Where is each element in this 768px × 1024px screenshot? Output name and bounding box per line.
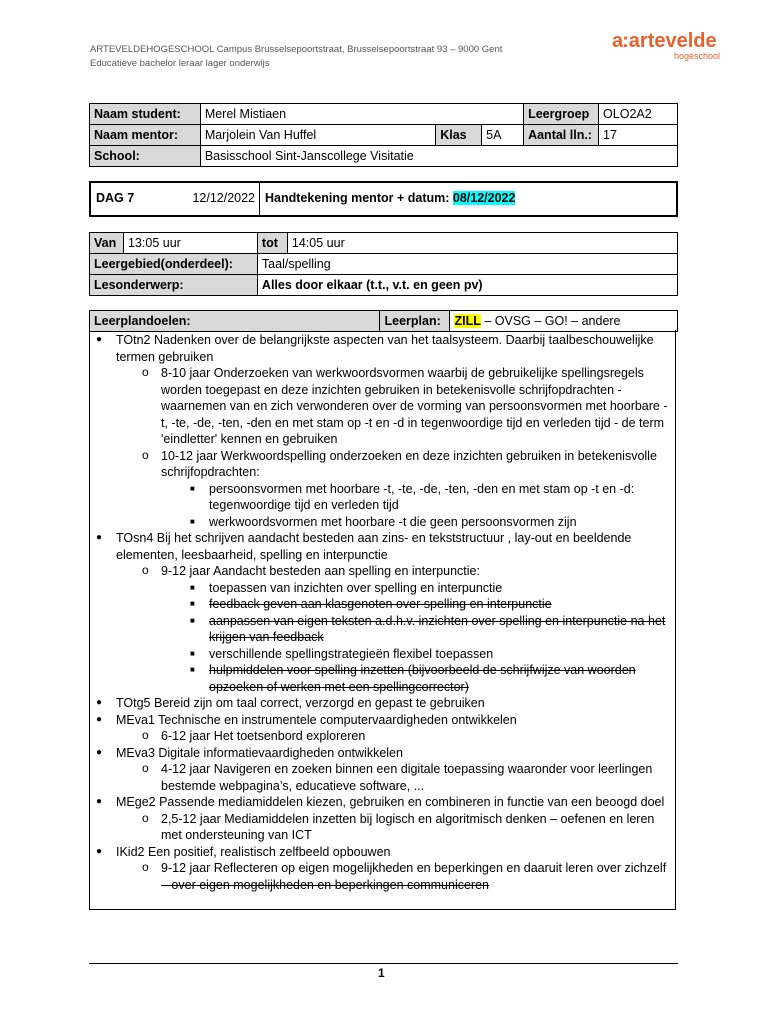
list-item: ■ verschillende spellingstrategieën flexibel toepassen xyxy=(94,646,671,663)
lesson-table xyxy=(89,232,678,296)
list-item: o 8-10 jaar Onderzoeken van werkwoordsvormen waarbij de gebruikelijke spellingsregels worden toegepast en deze inzichten gebruiken in betekenisvolle schrijfopdrachten - waarnemen van en zich verwonderen over de vorming van persoonsvormen met hoorbare -t, -te, -de, -ten, -den en met stam op -t en -d in tegenwoordige tijd en verleden tijd - de term 'eindletter' kennen en gebruiken xyxy=(94,365,671,448)
school-address: ARTEVELDEHOGESCHOOL Campus Brusselsepoortstraat, Brusselsepoortstraat 93 – 9000 Gent xyxy=(90,44,503,55)
mentor-label: Naam mentor: xyxy=(90,125,201,146)
goal-struck-text: – over eigen mogelijkheden en beperkingen communiceren xyxy=(161,877,489,892)
list-item: ● TOsn4 Bij het schrijven aandacht besteden aan zins- en tekststructuur , lay-out en beeldende elementen, leesbaarheid, spelling en interpunctie xyxy=(94,530,671,563)
plan-value xyxy=(450,311,678,332)
pupils-label: Aantal lln.: xyxy=(524,125,599,146)
day-label: DAG 7 xyxy=(96,191,135,205)
group-value: OLO2A2 xyxy=(599,104,678,125)
area-value: Taal/spelling xyxy=(257,254,677,275)
list-item: ■ toepassen van inzichten over spelling en interpunctie xyxy=(94,580,671,597)
day-box xyxy=(89,181,678,217)
zill-highlight: ZILL xyxy=(454,314,481,328)
topic-value: Alles door elkaar (t.t., v.t. en geen pv) xyxy=(257,275,677,296)
from-label: Van xyxy=(90,233,124,254)
school-value: Basisschool Sint-Janscollege Visitatie xyxy=(200,146,677,167)
footer-divider xyxy=(89,963,678,964)
list-item xyxy=(94,860,671,893)
goal-text: 9-12 jaar Reflecteren op eigen mogelijkheden en beperkingen en daaruit leren over zichzelf xyxy=(161,861,667,875)
student-label: Naam student: xyxy=(90,104,201,125)
signature-date: 08/12/2022 xyxy=(452,191,516,205)
mentor-value: Marjolein Van Huffel xyxy=(200,125,435,146)
to-value: 14:05 uur xyxy=(287,233,677,254)
list-item: ● TOtg5 Bereid zijn om taal correct, verzorgd en gepast te gebruiken xyxy=(94,695,671,712)
list-item: o 4-12 jaar Navigeren en zoeken binnen een digitale toepassing waaronder voor leerlingen bestemde webpagina’s, educatieve software, ... xyxy=(94,761,671,794)
school-header xyxy=(90,43,502,71)
goals-list xyxy=(89,330,676,910)
list-item: ■ hulpmiddelen voor spelling inzetten (bijvoorbeeld de schrijfwijze van woorden opzoeken of werken met een spellingcorrector) xyxy=(94,662,671,695)
signature-label: Handtekening mentor + datum: xyxy=(265,191,450,205)
plan-rest: – OVSG – GO! – andere xyxy=(480,314,621,328)
list-item: ● IKid2 Een positief, realistisch zelfbeeld opbouwen xyxy=(94,844,671,861)
plan-header-table xyxy=(89,310,678,332)
list-item: ■ persoonsvormen met hoorbare -t, -te, -de, -ten, -den en met stam op -t en -d: tegenwoordige tijd en verleden tijd xyxy=(94,481,671,514)
topic-label: Lesonderwerp: xyxy=(90,275,258,296)
group-label: Leergroep xyxy=(524,104,599,125)
list-item: ■ aanpassen van eigen teksten a.d.h.v. inzichten over spelling en interpunctie na het krijgen van feedback xyxy=(94,613,671,646)
list-item: o 9-12 jaar Aandacht besteden aan spelling en interpunctie: xyxy=(94,563,671,580)
list-item: ● MEva1 Technische en instrumentele computervaardigheden ontwikkelen xyxy=(94,712,671,729)
list-item: ■ werkwoordsvormen met hoorbare -t die geen persoonsvormen zijn xyxy=(94,514,671,531)
artevelde-logo xyxy=(612,30,722,66)
logo-name: artevelde xyxy=(628,30,717,52)
from-value: 13:05 uur xyxy=(123,233,257,254)
area-label: Leergebied(onderdeel): xyxy=(90,254,258,275)
list-item: o 6-12 jaar Het toetsenbord exploreren xyxy=(94,728,671,745)
list-item: ■ feedback geven aan klasgenoten over spelling en interpunctie xyxy=(94,596,671,613)
to-label: tot xyxy=(257,233,287,254)
school-label: School: xyxy=(90,146,201,167)
student-info-table xyxy=(89,103,678,167)
list-item: ● MEva3 Digitale informatievaardigheden ontwikkelen xyxy=(94,745,671,762)
class-value: 5A xyxy=(482,125,524,146)
plan-label: Leerplan: xyxy=(380,311,450,332)
goals-label: Leerplandoelen: xyxy=(90,311,380,332)
pupils-value: 17 xyxy=(599,125,678,146)
page-number: 1 xyxy=(378,966,385,980)
list-item: o 10-12 jaar Werkwoordspelling onderzoeken en deze inzichten gebruiken in betekenisvolle schrijfopdrachten: xyxy=(94,448,671,481)
logo-mark-icon: a: xyxy=(612,30,628,52)
day-date: 12/12/2022 xyxy=(192,191,255,205)
program-name: Educatieve bachelor leraar lager onderwijs xyxy=(90,58,270,69)
class-label: Klas xyxy=(436,125,482,146)
list-item: o 2,5-12 jaar Mediamiddelen inzetten bij logisch en algoritmisch denken – oefenen en leren met ondersteuning van ICT xyxy=(94,811,671,844)
logo-sub: hogeschool xyxy=(673,51,720,61)
list-item: ● MEge2 Passende mediamiddelen kiezen, gebruiken en combineren in functie van een beoogd doel xyxy=(94,794,671,811)
list-item: ● TOtn2 Nadenken over de belangrijkste aspecten van het taalsysteem. Daarbij taalbeschouwelijke termen gebruiken xyxy=(94,332,671,365)
student-value: Merel Mistiaen xyxy=(200,104,523,125)
